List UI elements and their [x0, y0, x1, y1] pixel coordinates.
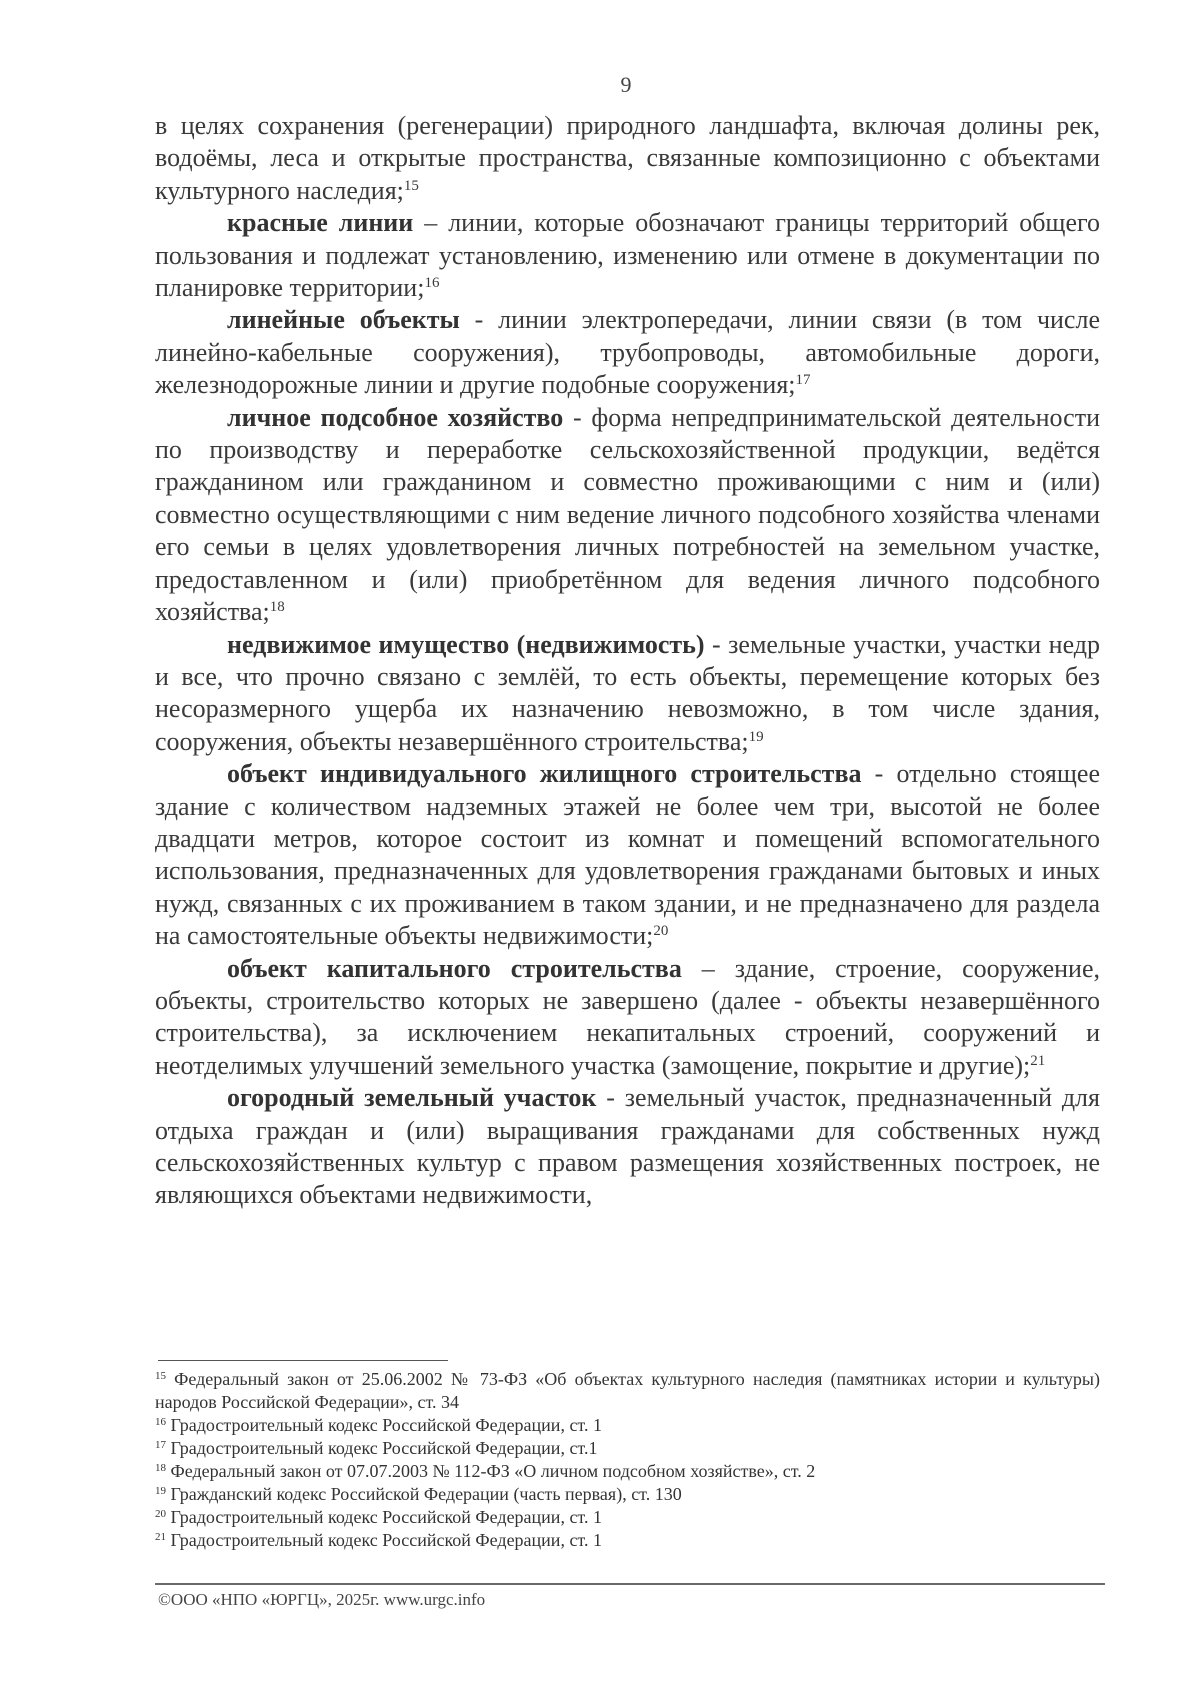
footnote-number: 18 [155, 1462, 166, 1474]
footnote-number: 16 [155, 1416, 166, 1428]
definition-text: - форма непредпринимательской деятельности по производству и переработке сельскохозяйственной продукции, ведётся гражданином или гражданином и совместно проживающими с ним и (или) совместно осуществляющими с ним ведение личного подсобного хозяйства членами его семьи в целях удовлетворения личных потребностей на земельном участке, предоставленном и (или) приобретённом для ведения личного подсобного хозяйства; [155, 402, 1100, 627]
definition-paragraph [155, 758, 1100, 952]
definition-paragraph [155, 953, 1100, 1083]
defined-term: объект индивидуального жилищного строительства [227, 759, 862, 789]
footer-separator [155, 1583, 1105, 1585]
footnote [155, 1483, 1100, 1506]
definition-text: – здание, строение, сооружение, объекты, строительство которых не завершено (далее - объекты незавершённого строительства), за исключением некапитальных строений, сооружений и неотделимых улучшений земельного участка (замощение, покрытие и другие); [155, 953, 1100, 1080]
defined-term: красные линии [227, 208, 414, 238]
footnote-ref[interactable]: 21 [1030, 1052, 1046, 1069]
definition-text: - земельный участок, предназначенный для отдыха граждан и (или) выращивания гражданами для собственных нужд сельскохозяйственных культур с правом размещения хозяйственных построек, не являющихся объектами недвижимости, [155, 1083, 1100, 1210]
definition-text: - отдельно стоящее здание с количеством надземных этажей не более чем три, высотой не более двадцати метров, которое состоит из комнат и помещений вспомогательного использования, предназначенных для удовлетворения гражданами бытовых и иных нужд, связанных с их проживанием в таком здании, и не предназначено для раздела на самостоятельные объекты недвижимости; [155, 759, 1100, 951]
footnote-number: 17 [155, 1439, 166, 1451]
footnote-text: Федеральный закон от 25.06.2002 № 73-ФЗ «Об объектах культурного наследия (памятниках истории и культуры) народов Российской Федерации», ст. 34 [155, 1369, 1100, 1412]
footnote [155, 1529, 1100, 1552]
definition-text: - земельные участки, участки недр и все, что прочно связано с землёй, то есть объекты, перемещение которых без несоразмерного ущерба их назначению невозможно, в том числе здания, сооружения, объекты незавершённого строительства; [155, 629, 1101, 756]
defined-term: линейные объекты [227, 305, 460, 335]
footnote [155, 1506, 1100, 1529]
footnote-text: Градостроительный кодекс Российской Федерации, ст. 1 [170, 1415, 602, 1435]
footnote-text: Федеральный закон от 07.07.2003 № 112-ФЗ «О личном подсобном хозяйстве», ст. 2 [170, 1461, 816, 1481]
footnote-ref[interactable]: 16 [424, 275, 440, 292]
footnote-ref[interactable]: 19 [748, 728, 764, 745]
definition-paragraph [155, 402, 1100, 629]
paragraph-text: в целях сохранения (регенерации) природного ландшафта, включая долины рек, водоёмы, леса и открытые пространства, связанные композиционно с объектами культурного наследия; [155, 111, 1100, 205]
footnote [155, 1437, 1100, 1460]
document-body [155, 110, 1100, 1212]
definition-paragraph [155, 304, 1100, 401]
defined-term: личное подсобное хозяйство [227, 402, 564, 432]
footnote [155, 1460, 1100, 1483]
definition-text: - линии электропередачи, линии связи (в том числе линейно-кабельные сооружения), трубопроводы, автомобильные дороги, железнодорожные линии и другие подобные сооружения; [155, 305, 1100, 400]
footnote-number: 21 [155, 1531, 166, 1543]
footnote-text: Градостроительный кодекс Российской Федерации, ст.1 [170, 1438, 598, 1458]
footnote-text: Градостроительный кодекс Российской Федерации, ст. 1 [170, 1507, 602, 1527]
footnote-text: Гражданский кодекс Российской Федерации (часть первая), ст. 130 [170, 1484, 682, 1504]
footnote-ref[interactable]: 18 [269, 599, 285, 616]
page-number: 9 [620, 72, 632, 97]
defined-term: огородный земельный участок [227, 1083, 597, 1113]
footnote-ref[interactable]: 17 [795, 372, 811, 389]
defined-term: недвижимое имущество (недвижимость) [227, 629, 705, 659]
footnote [155, 1368, 1100, 1414]
definition-paragraph [155, 629, 1100, 759]
footnote-text: Градостроительный кодекс Российской Федерации, ст. 1 [170, 1530, 602, 1550]
definition-paragraph [155, 207, 1100, 304]
footnote [155, 1414, 1100, 1437]
definition-text: – линии, которые обозначают границы территорий общего пользования и подлежат установлению, изменению или отмене в документации по планировке территории; [155, 208, 1101, 303]
footer-copyright: ©ООО «НПО «ЮРГЦ», 2025г. www.urgc.info [158, 1590, 486, 1609]
footnote-ref[interactable]: 20 [653, 923, 669, 940]
defined-term: объект капитального строительства [227, 953, 682, 983]
footnote-separator [158, 1360, 448, 1361]
footnote-number: 19 [155, 1485, 166, 1497]
footnote-number: 15 [155, 1370, 166, 1382]
footnotes-section [155, 1368, 1100, 1552]
footnote-number: 20 [155, 1508, 166, 1520]
definition-paragraph [155, 1082, 1100, 1212]
paragraph-continuation [155, 110, 1100, 207]
footnote-ref[interactable]: 15 [403, 177, 419, 194]
